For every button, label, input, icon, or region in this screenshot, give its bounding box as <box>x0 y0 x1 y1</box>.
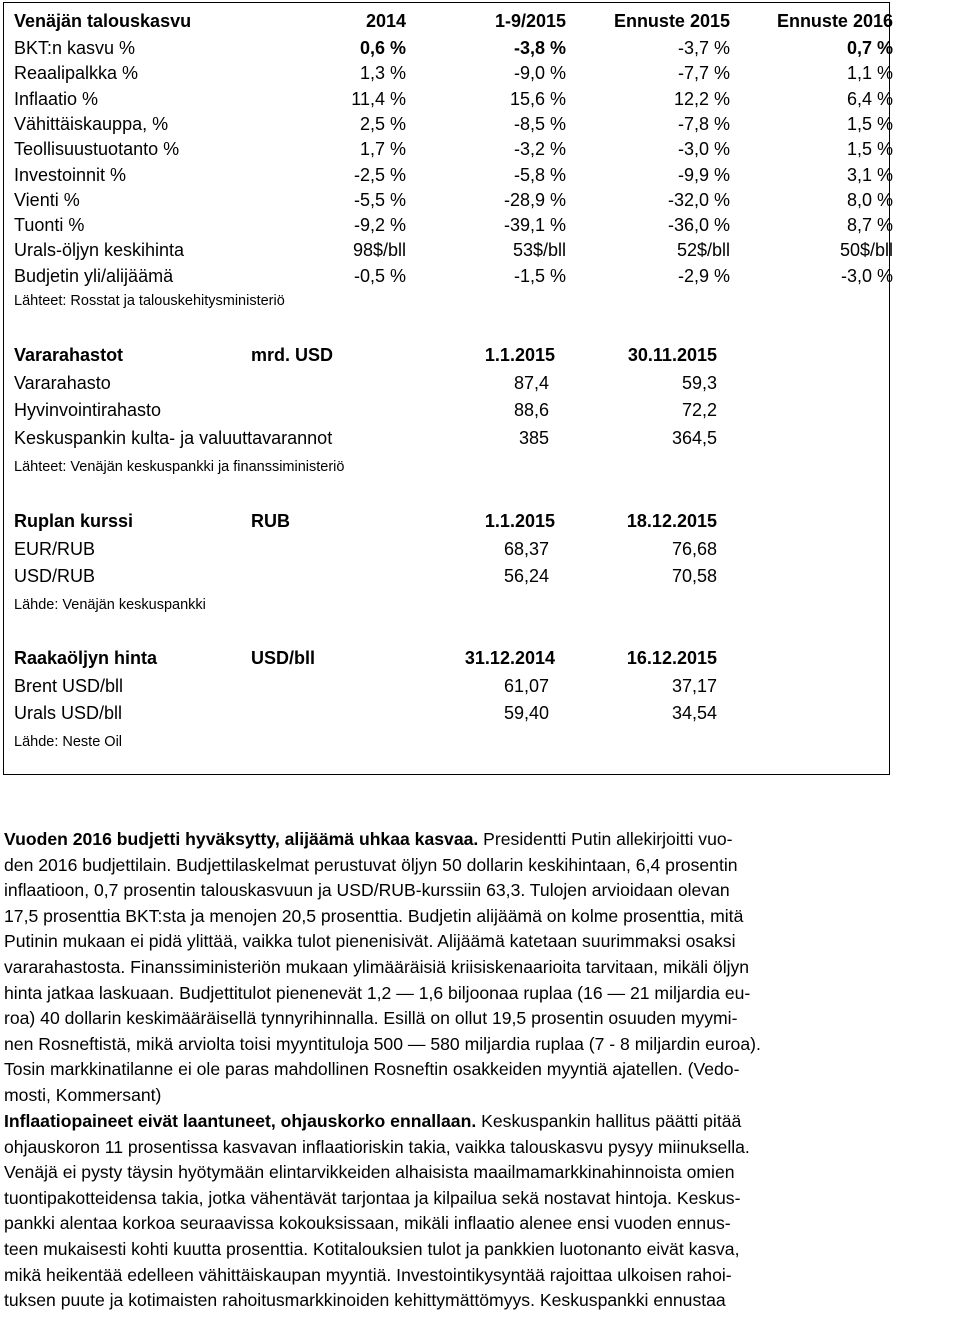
row-label: Urals-öljyn keskihinta <box>14 240 185 261</box>
header-forecast-2015: Ennuste 2015 <box>613 11 730 31</box>
row-value: 1,7 % <box>359 139 406 160</box>
row-value: 8,0 % <box>846 189 893 210</box>
paragraph-text: Keskuspankin hallitus päätti pitää <box>476 1111 742 1131</box>
paragraph-line: inflaatioon, 0,7 prosentin talouskasvuun ja USD/RUB-kurssiin 63,3. Tulojen arvioidaan olevan <box>4 880 730 901</box>
economy-source: Lähteet: Rosstat ja talouskehitysministeriö <box>14 293 285 309</box>
row-value: 0,6 % <box>359 38 406 58</box>
row-label: Tuonti % <box>14 215 85 236</box>
header-title: Venäjän talouskasvu <box>14 11 192 31</box>
row-value: -0,5 % <box>353 265 406 286</box>
row-value: 6,4 % <box>846 88 893 109</box>
row-value: 70,58 <box>671 566 717 586</box>
reserves-date-1: 1.1.2015 <box>484 345 555 365</box>
paragraph-line: Tosin markkinatilanne ei ole paras mahdollinen Rosneftin osakkeiden myyntiä ajatellen. (Vedo- <box>4 1059 740 1080</box>
ruble-date-2: 18.12.2015 <box>626 511 717 531</box>
reserves-source: Lähteet: Venäjän keskuspankki ja finanssiministeriö <box>14 459 345 475</box>
row-value: -7,8 % <box>677 113 730 134</box>
paragraph-line: vararahastosta. Finanssiministeriön mukaan ylimääräisiä kriisiskenaarioita tarvitaan, mikäli öljyn <box>4 956 750 977</box>
paragraph-line: tuontipakotteidensa takia, jotka vähentävät tarjontaa ja kilpailua sekä nostavat hintoja. Keskus- <box>4 1187 741 1208</box>
row-value: 1,1 % <box>846 63 893 84</box>
paragraph-line: Venäjä ei pysty täysin hyötymään elintarvikkeiden alhaisista maailmamarkkinahinnoista omien <box>4 1162 735 1183</box>
row-label: Inflaatio % <box>14 88 99 109</box>
row-value: 3,1 % <box>846 164 893 185</box>
paragraph-line: tuksen puute ja kotimaisten rahoitusmarkkinoiden kehittymättömyys. Keskuspankki ennustaa <box>4 1290 726 1311</box>
row-value: -3,8 % <box>513 38 566 58</box>
paragraph-line: teen mukaisesti kohti kuutta prosenttia. Kotitalouksien tulot ja pankkien luotonanto eivät kasva, <box>4 1238 740 1259</box>
article-paragraph-inflation <box>4 1109 956 1314</box>
row-value: 11,4 % <box>351 88 406 109</box>
reserves-date-2: 30.11.2015 <box>627 345 717 365</box>
row-label: Urals USD/bll <box>14 703 123 723</box>
paragraph-line: 17,5 prosenttia BKT:sta ja menojen 20,5 prosenttia. Budjetin alijäämä on kolme prosenttia, mitä <box>4 905 744 926</box>
paragraph-line: mosti, Kommersant) <box>4 1084 162 1105</box>
row-value: 12,2 % <box>673 88 730 109</box>
row-value: -3,0 % <box>677 139 730 160</box>
paragraph-line <box>4 1109 956 1135</box>
row-label: Budjetin yli/alijäämä <box>14 265 174 286</box>
row-value: 0,7 % <box>846 38 893 58</box>
article-paragraph-budget <box>4 827 956 1109</box>
row-label: USD/RUB <box>14 566 96 586</box>
row-label: Reaalipalkka % <box>14 63 139 84</box>
row-value: 8,7 % <box>846 215 893 236</box>
row-label: BKT:n kasvu % <box>14 38 136 58</box>
row-value: 61,07 <box>503 676 549 696</box>
row-value: 52$/bll <box>676 240 730 261</box>
paragraph-line: roa) 40 dollarin keskimääräisellä tynnyrihinnalla. Esillä on ollut 19,5 prosentin osuuden myymi- <box>4 1008 738 1029</box>
row-value: -3,7 % <box>677 38 730 58</box>
reserves-title: Vararahastot <box>14 345 124 365</box>
oil-date-2: 16.12.2015 <box>626 648 717 668</box>
paragraph-heading: Vuoden 2016 budjetti hyväksytty, alijäämä uhkaa kasvaa. <box>4 829 479 849</box>
row-label: Hyvinvointirahasto <box>14 400 162 420</box>
paragraph-heading: Inflaatiopaineet eivät laantuneet, ohjauskorko ennallaan. <box>4 1111 477 1131</box>
row-value: 1,5 % <box>846 113 893 134</box>
ruble-unit: RUB <box>251 511 290 531</box>
row-value: -9,0 % <box>513 63 566 84</box>
row-label: Investoinnit % <box>14 164 127 185</box>
row-value: -9,9 % <box>677 164 730 185</box>
paragraph-line: nen Rosneftistä, mikä arviolta toisi myyntituloja 500 — 580 miljardia ruplaa (7 - 8 miljardin euroa). <box>4 1033 761 1054</box>
row-label: Brent USD/bll <box>14 676 124 696</box>
row-value: 1,3 % <box>359 63 406 84</box>
row-label: Vienti % <box>14 189 80 210</box>
paragraph-line: hinta jatkaa laskuaan. Budjettitulot pienenevät 1,2 — 1,6 biljoonaa ruplaa (16 — 21 miljardia eu- <box>4 982 751 1003</box>
row-value: -5,8 % <box>513 164 566 185</box>
paragraph-line: mikä heikentää edelleen vähittäiskaupan myyntiä. Investointikysyntää rajoittaa ulkoisen rahoi- <box>4 1264 732 1285</box>
row-label: Vararahasto <box>14 373 111 393</box>
paragraph-line: den 2016 budjettilain. Budjettilaskelmat perustuvat öljyn 50 dollarin keskihintaan, 6,4 prosentin <box>4 854 738 875</box>
row-value: -28,9 % <box>503 189 566 210</box>
paragraph-line <box>4 827 956 853</box>
row-value: -7,7 % <box>677 63 730 84</box>
row-label: EUR/RUB <box>14 539 96 559</box>
row-value: 50$/bll <box>839 240 893 261</box>
row-value: 88,6 <box>513 400 549 420</box>
header-2014: 2014 <box>365 11 406 31</box>
row-label: Vähittäiskauppa, % <box>14 113 169 134</box>
row-value: -1,5 % <box>513 265 566 286</box>
row-value: -2,9 % <box>677 265 730 286</box>
row-value: -9,2 % <box>353 215 406 236</box>
row-value: 34,54 <box>671 703 717 723</box>
row-value: 53$/bll <box>512 240 566 261</box>
row-value: 2,5 % <box>359 113 406 134</box>
header-1-9-2015: 1-9/2015 <box>494 11 566 31</box>
row-label: Keskuspankin kulta- ja valuuttavarannot <box>14 428 333 448</box>
row-value: 98$/bll <box>352 240 406 261</box>
oil-title: Raakaöljyn hinta <box>14 648 158 668</box>
row-value: 385 <box>518 428 549 448</box>
row-value: -36,0 % <box>667 215 730 236</box>
row-value: 56,24 <box>503 566 549 586</box>
ruble-date-1: 1.1.2015 <box>484 511 555 531</box>
ruble-title: Ruplan kurssi <box>14 511 134 531</box>
oil-date-1: 31.12.2014 <box>464 648 555 668</box>
row-value: 76,68 <box>671 539 717 559</box>
oil-unit: USD/bll <box>251 648 316 668</box>
paragraph-line: Putinin mukaan ei pidä ylittää, vaikka tulot pienenisivät. Alijäämä katetaan suurimmaksi osaksi <box>4 931 736 952</box>
row-value: -32,0 % <box>667 189 730 210</box>
header-forecast-2016: Ennuste 2016 <box>776 11 893 31</box>
row-value: 1,5 % <box>846 139 893 160</box>
row-value: 59,40 <box>503 703 549 723</box>
row-value: 364,5 <box>671 428 717 448</box>
row-value: 15,6 % <box>509 88 566 109</box>
paragraph-text: Presidentti Putin allekirjoitti vuo- <box>478 829 733 849</box>
reserves-unit: mrd. USD <box>251 345 334 365</box>
row-value: -2,5 % <box>353 164 406 185</box>
row-value: 72,2 <box>681 400 717 420</box>
row-value: -3,0 % <box>840 265 893 286</box>
row-value: 87,4 <box>513 373 549 393</box>
row-value: 59,3 <box>681 373 717 393</box>
oil-source: Lähde: Neste Oil <box>14 734 123 750</box>
row-value: -8,5 % <box>513 113 566 134</box>
ruble-source: Lähde: Venäjän keskuspankki <box>14 597 206 613</box>
row-value: -3,2 % <box>513 139 566 160</box>
row-label: Teollisuustuotanto % <box>14 139 180 160</box>
paragraph-line: pankki alentaa korkoa seuraavissa kokouksissaan, mikäli inflaatio alenee ensi vuoden ennus- <box>4 1213 731 1234</box>
row-value: 37,17 <box>671 676 717 696</box>
row-value: -39,1 % <box>503 215 566 236</box>
row-value: 68,37 <box>503 539 549 559</box>
paragraph-line: ohjauskoron 11 prosentissa kasvavan inflaatioriskin takia, vaikka talouskasvu pysyy miinuksella. <box>4 1136 750 1157</box>
row-value: -5,5 % <box>353 189 406 210</box>
